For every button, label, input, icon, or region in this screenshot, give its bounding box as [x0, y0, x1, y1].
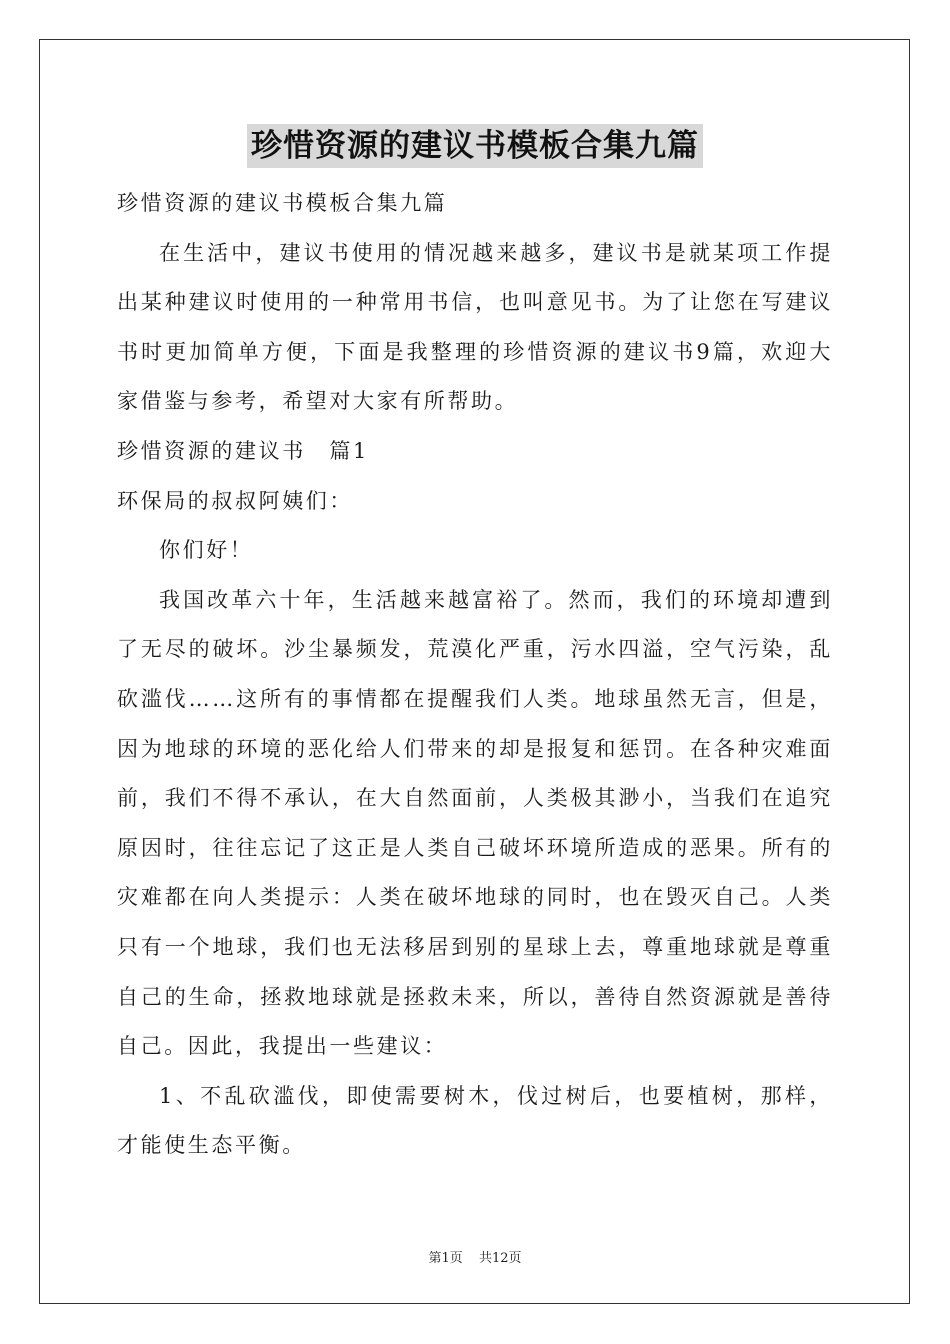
- salutation: 环保局的叔叔阿姨们：: [117, 488, 353, 513]
- title-container: [0, 124, 950, 168]
- intro-paragraph: 在生活中，建议书使用的情况越来越多，建议书是就某项工作提出某种建议时使用的一种常用书信，也叫意见书。为了让您在写建议书时更加简单方便，下面是我整理的珍惜资源的建议书9篇，欢迎大家借鉴与参考，希望对大家有所帮助。: [117, 240, 833, 414]
- section-heading: 珍惜资源的建议书 篇1: [117, 438, 369, 463]
- greeting: 你们好！: [159, 538, 254, 563]
- suggestion-item: 1、不乱砍滥伐，即使需要树木，伐过树后，也要植树，那样，才能使生态平衡。: [117, 1083, 833, 1158]
- page-total: 共12页: [478, 1251, 522, 1266]
- page-number: 第1页: [428, 1251, 463, 1266]
- body-paragraph: 我国改革六十年，生活越来越富裕了。然而，我们的环境却遭到了无尽的破坏。沙尘暴频发，荒漠化严重，污水四溢，空气污染，乱砍滥伐……这所有的事情都在提醒我们人类。地球虽然无言，但是，因为地球的环境的恶化给人们带来的却是报复和惩罚。在各种灾难面前，我们不得不承认，在大自然面前，人类极其渺小，当我们在追究原因时，往往忘记了这正是人类自己破坏环境所造成的恶果。所有的灾难都在向人类提示：人类在破坏地球的同时，也在毁灭自己。人类只有一个地球，我们也无法移居到别的星球上去，尊重地球就是尊重自己的生命，拯救地球就是拯救未来，所以，善待自然资源就是善待自己。因此，我提出一些建议：: [117, 587, 833, 1059]
- document-title: 珍惜资源的建议书模板合集九篇: [247, 124, 703, 168]
- document-subtitle: 珍惜资源的建议书模板合集九篇: [117, 191, 448, 215]
- page-footer: [0, 1247, 950, 1266]
- document-body: [117, 179, 833, 1171]
